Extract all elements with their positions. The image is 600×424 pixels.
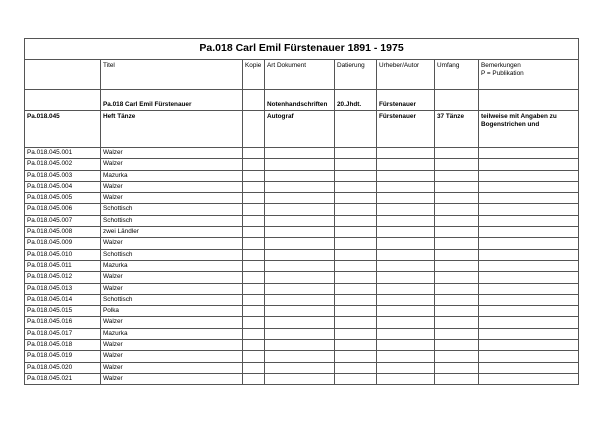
row-empty-cell xyxy=(335,362,377,373)
row-empty-cell xyxy=(377,351,435,362)
row-titel: Schottisch xyxy=(101,204,243,215)
table-row xyxy=(25,340,579,351)
table-row xyxy=(25,272,579,283)
row-empty-cell xyxy=(243,148,265,159)
row-titel: Walzer xyxy=(101,340,243,351)
row-empty-cell xyxy=(335,227,377,238)
row-empty-cell xyxy=(377,227,435,238)
item-bemerkungen: teilweise mit Angaben zu Bogenstrichen und xyxy=(479,111,579,148)
table-row xyxy=(25,193,579,204)
table-row xyxy=(25,215,579,226)
item-umfang: 37 Tänze xyxy=(435,111,479,148)
row-empty-cell xyxy=(243,249,265,260)
row-titel: Walzer xyxy=(101,362,243,373)
row-empty-cell xyxy=(335,328,377,339)
row-empty-cell xyxy=(243,340,265,351)
row-empty-cell xyxy=(265,193,335,204)
table-row xyxy=(25,294,579,305)
row-empty-cell xyxy=(435,204,479,215)
row-empty-cell xyxy=(335,373,377,384)
row-empty-cell xyxy=(479,317,579,328)
row-empty-cell xyxy=(265,260,335,271)
header-row xyxy=(25,60,579,90)
collection-umfang xyxy=(435,90,479,111)
row-empty-cell xyxy=(335,181,377,192)
row-empty-cell xyxy=(265,215,335,226)
row-empty-cell xyxy=(265,317,335,328)
row-empty-cell xyxy=(479,351,579,362)
row-empty-cell xyxy=(377,272,435,283)
row-titel: Walzer xyxy=(101,193,243,204)
row-empty-cell xyxy=(265,340,335,351)
row-signatur: Pa.018.045.009 xyxy=(25,238,101,249)
row-empty-cell xyxy=(335,283,377,294)
header-kopie: Kopie xyxy=(243,60,265,90)
collection-signatur xyxy=(25,90,101,111)
item-datierung xyxy=(335,111,377,148)
header-titel: Titel xyxy=(101,60,243,90)
row-empty-cell xyxy=(335,351,377,362)
row-empty-cell xyxy=(265,272,335,283)
row-signatur: Pa.018.045.019 xyxy=(25,351,101,362)
row-empty-cell xyxy=(335,193,377,204)
row-empty-cell xyxy=(479,238,579,249)
collection-art: Notenhandschriften xyxy=(265,90,335,111)
row-empty-cell xyxy=(435,373,479,384)
collection-datierung: 20.Jhdt. xyxy=(335,90,377,111)
item-art: Autograf xyxy=(265,111,335,148)
item-titel: Heft Tänze xyxy=(101,111,243,148)
row-empty-cell xyxy=(435,159,479,170)
row-empty-cell xyxy=(377,306,435,317)
row-empty-cell xyxy=(479,193,579,204)
row-titel: Walzer xyxy=(101,283,243,294)
row-signatur: Pa.018.045.016 xyxy=(25,317,101,328)
row-empty-cell xyxy=(435,215,479,226)
row-empty-cell xyxy=(243,306,265,317)
row-empty-cell xyxy=(435,362,479,373)
table-row xyxy=(25,249,579,260)
item-kopie xyxy=(243,111,265,148)
row-signatur: Pa.018.045.011 xyxy=(25,260,101,271)
item-row xyxy=(25,111,579,148)
row-empty-cell xyxy=(377,215,435,226)
row-empty-cell xyxy=(335,170,377,181)
row-empty-cell xyxy=(243,193,265,204)
header-signatur xyxy=(25,60,101,90)
row-signatur: Pa.018.045.002 xyxy=(25,159,101,170)
row-signatur: Pa.018.045.015 xyxy=(25,306,101,317)
row-empty-cell xyxy=(243,260,265,271)
row-empty-cell xyxy=(435,272,479,283)
row-titel: Mazurka xyxy=(101,328,243,339)
table-row xyxy=(25,260,579,271)
header-umfang: Umfang xyxy=(435,60,479,90)
row-empty-cell xyxy=(335,249,377,260)
row-empty-cell xyxy=(377,238,435,249)
row-empty-cell xyxy=(479,340,579,351)
row-empty-cell xyxy=(377,181,435,192)
sheet-title: Pa.018 Carl Emil Fürstenauer 1891 - 1975 xyxy=(25,39,579,60)
row-empty-cell xyxy=(265,148,335,159)
row-empty-cell xyxy=(265,362,335,373)
row-empty-cell xyxy=(265,204,335,215)
row-empty-cell xyxy=(335,294,377,305)
table-row xyxy=(25,238,579,249)
header-bemerkungen-line2: P = Publikation xyxy=(481,69,524,77)
row-titel: Schottisch xyxy=(101,294,243,305)
row-empty-cell xyxy=(479,283,579,294)
row-empty-cell xyxy=(377,283,435,294)
row-empty-cell xyxy=(265,159,335,170)
row-empty-cell xyxy=(435,260,479,271)
row-signatur: Pa.018.045.005 xyxy=(25,193,101,204)
row-empty-cell xyxy=(335,272,377,283)
collection-kopie xyxy=(243,90,265,111)
row-empty-cell xyxy=(479,373,579,384)
row-empty-cell xyxy=(265,306,335,317)
row-empty-cell xyxy=(265,181,335,192)
row-empty-cell xyxy=(435,227,479,238)
row-empty-cell xyxy=(335,317,377,328)
row-signatur: Pa.018.045.010 xyxy=(25,249,101,260)
row-titel: Walzer xyxy=(101,238,243,249)
collection-urheber: Fürstenauer xyxy=(377,90,435,111)
row-empty-cell xyxy=(479,260,579,271)
row-empty-cell xyxy=(335,215,377,226)
row-empty-cell xyxy=(479,215,579,226)
row-empty-cell xyxy=(435,238,479,249)
row-signatur: Pa.018.045.021 xyxy=(25,373,101,384)
table-row xyxy=(25,170,579,181)
collection-titel: Pa.018 Carl Emil Fürstenauer xyxy=(101,90,243,111)
row-titel: Polka xyxy=(101,306,243,317)
row-signatur: Pa.018.045.004 xyxy=(25,181,101,192)
row-empty-cell xyxy=(479,272,579,283)
table-row xyxy=(25,181,579,192)
row-empty-cell xyxy=(335,148,377,159)
row-empty-cell xyxy=(265,351,335,362)
row-empty-cell xyxy=(243,362,265,373)
row-titel: Mazurka xyxy=(101,260,243,271)
row-empty-cell xyxy=(377,294,435,305)
row-empty-cell xyxy=(243,170,265,181)
row-empty-cell xyxy=(377,373,435,384)
row-empty-cell xyxy=(435,340,479,351)
row-empty-cell xyxy=(377,362,435,373)
row-empty-cell xyxy=(243,181,265,192)
row-titel: Schottisch xyxy=(101,215,243,226)
table-row xyxy=(25,362,579,373)
row-empty-cell xyxy=(479,227,579,238)
table-row xyxy=(25,306,579,317)
row-empty-cell xyxy=(479,294,579,305)
row-empty-cell xyxy=(335,238,377,249)
table-row xyxy=(25,317,579,328)
row-empty-cell xyxy=(243,204,265,215)
row-empty-cell xyxy=(243,272,265,283)
collection-row xyxy=(25,90,579,111)
row-empty-cell xyxy=(435,181,479,192)
table-row xyxy=(25,328,579,339)
row-titel: Walzer xyxy=(101,159,243,170)
collection-bemerkungen xyxy=(479,90,579,111)
row-signatur: Pa.018.045.020 xyxy=(25,362,101,373)
row-empty-cell xyxy=(335,340,377,351)
row-empty-cell xyxy=(479,328,579,339)
row-empty-cell xyxy=(435,317,479,328)
row-empty-cell xyxy=(377,249,435,260)
row-empty-cell xyxy=(243,215,265,226)
row-titel: Walzer xyxy=(101,181,243,192)
table-row xyxy=(25,227,579,238)
row-empty-cell xyxy=(243,294,265,305)
inventory-sheet xyxy=(24,38,578,385)
row-signatur: Pa.018.045.007 xyxy=(25,215,101,226)
row-empty-cell xyxy=(377,204,435,215)
row-empty-cell xyxy=(265,227,335,238)
row-empty-cell xyxy=(479,148,579,159)
row-empty-cell xyxy=(335,306,377,317)
row-empty-cell xyxy=(243,283,265,294)
row-signatur: Pa.018.045.017 xyxy=(25,328,101,339)
row-empty-cell xyxy=(335,260,377,271)
row-empty-cell xyxy=(479,204,579,215)
row-empty-cell xyxy=(435,283,479,294)
row-empty-cell xyxy=(265,294,335,305)
row-empty-cell xyxy=(243,317,265,328)
item-signatur: Pa.018.045 xyxy=(25,111,101,148)
item-urheber: Fürstenauer xyxy=(377,111,435,148)
row-titel: Schottisch xyxy=(101,249,243,260)
row-signatur: Pa.018.045.018 xyxy=(25,340,101,351)
header-art-dokument: Art Dokument xyxy=(265,60,335,90)
row-empty-cell xyxy=(479,181,579,192)
row-empty-cell xyxy=(435,148,479,159)
row-empty-cell xyxy=(479,170,579,181)
row-empty-cell xyxy=(435,306,479,317)
row-titel: Walzer xyxy=(101,272,243,283)
row-empty-cell xyxy=(265,283,335,294)
row-titel: Walzer xyxy=(101,373,243,384)
table-row xyxy=(25,351,579,362)
row-empty-cell xyxy=(243,373,265,384)
row-empty-cell xyxy=(435,193,479,204)
row-signatur: Pa.018.045.014 xyxy=(25,294,101,305)
row-empty-cell xyxy=(479,306,579,317)
row-empty-cell xyxy=(435,170,479,181)
row-empty-cell xyxy=(435,328,479,339)
header-bemerkungen-line1: Bemerkungen xyxy=(481,62,521,69)
row-titel: Walzer xyxy=(101,148,243,159)
row-empty-cell xyxy=(243,227,265,238)
row-empty-cell xyxy=(265,328,335,339)
table-row xyxy=(25,204,579,215)
row-empty-cell xyxy=(377,148,435,159)
row-empty-cell xyxy=(265,170,335,181)
row-signatur: Pa.018.045.003 xyxy=(25,170,101,181)
row-titel: Walzer xyxy=(101,317,243,328)
row-titel: zwei Ländler xyxy=(101,227,243,238)
row-empty-cell xyxy=(479,362,579,373)
row-signatur: Pa.018.045.006 xyxy=(25,204,101,215)
row-empty-cell xyxy=(243,238,265,249)
row-empty-cell xyxy=(243,351,265,362)
row-empty-cell xyxy=(335,204,377,215)
row-empty-cell xyxy=(435,249,479,260)
row-empty-cell xyxy=(435,294,479,305)
row-empty-cell xyxy=(265,373,335,384)
row-signatur: Pa.018.045.008 xyxy=(25,227,101,238)
row-empty-cell xyxy=(377,159,435,170)
title-row xyxy=(25,39,579,60)
row-signatur: Pa.018.045.012 xyxy=(25,272,101,283)
row-empty-cell xyxy=(377,328,435,339)
header-datierung: Datierung xyxy=(335,60,377,90)
table-row xyxy=(25,148,579,159)
row-titel: Mazurka xyxy=(101,170,243,181)
row-empty-cell xyxy=(265,249,335,260)
row-empty-cell xyxy=(377,317,435,328)
table-row xyxy=(25,373,579,384)
row-signatur: Pa.018.045.013 xyxy=(25,283,101,294)
row-empty-cell xyxy=(377,170,435,181)
row-empty-cell xyxy=(243,159,265,170)
table-row xyxy=(25,159,579,170)
header-urheber: Urheber/Autor xyxy=(377,60,435,90)
inventory-table xyxy=(24,38,579,385)
row-empty-cell xyxy=(377,193,435,204)
row-empty-cell xyxy=(243,328,265,339)
row-empty-cell xyxy=(377,260,435,271)
row-empty-cell xyxy=(377,340,435,351)
row-empty-cell xyxy=(479,159,579,170)
row-empty-cell xyxy=(479,249,579,260)
row-titel: Walzer xyxy=(101,351,243,362)
row-empty-cell xyxy=(335,159,377,170)
row-empty-cell xyxy=(435,351,479,362)
header-bemerkungen xyxy=(479,60,579,90)
table-row xyxy=(25,283,579,294)
row-signatur: Pa.018.045.001 xyxy=(25,148,101,159)
row-empty-cell xyxy=(265,238,335,249)
